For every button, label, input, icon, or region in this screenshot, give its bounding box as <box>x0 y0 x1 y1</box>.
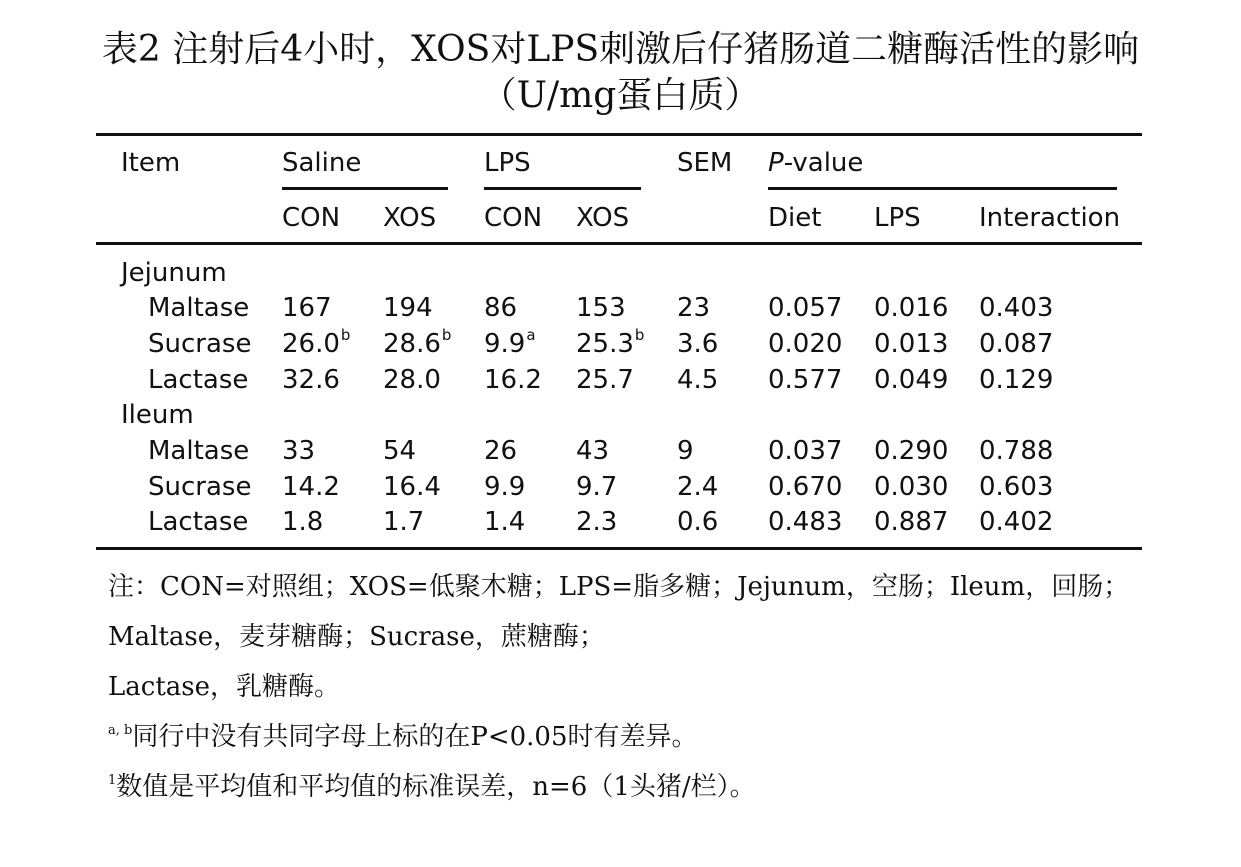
cell-value: 54 <box>383 436 417 466</box>
cell-value: 26 <box>484 436 518 466</box>
table-cell <box>768 295 842 321</box>
table-cell <box>282 295 332 321</box>
row-label: Maltase <box>148 293 250 323</box>
note-values-mark: 1 <box>108 773 117 788</box>
table-cell <box>484 509 525 535</box>
table-cell <box>677 367 718 393</box>
cell-superscript: b <box>340 326 351 344</box>
cell-value: 0.057 <box>768 293 843 323</box>
cell-value: 25.7 <box>576 365 634 395</box>
table-cell <box>768 474 842 500</box>
saline-subrule <box>282 187 448 190</box>
cell-value: 9.9 <box>484 472 526 502</box>
table-cell <box>979 295 1053 321</box>
pvalue-subrule <box>768 187 1117 190</box>
section-header: Jejunum <box>121 258 227 288</box>
header-pvalue-rest: -value <box>783 148 864 178</box>
table-cell <box>383 367 441 393</box>
lps-subrule <box>484 187 641 190</box>
table-cell <box>768 331 842 357</box>
subheader-saline-con: CON <box>282 203 341 233</box>
cell-value: 86 <box>484 293 518 323</box>
cell-value: 194 <box>383 293 433 323</box>
note-lactase: Lactase，乳糖酶。 <box>108 672 341 702</box>
cell-value: 9 <box>677 436 694 466</box>
cell-value: 0.603 <box>979 472 1054 502</box>
table-cell <box>282 367 340 393</box>
cell-value: 0.037 <box>768 436 843 466</box>
table-cell <box>979 509 1053 535</box>
table-cell <box>282 509 323 535</box>
cell-value: 0.577 <box>768 365 843 395</box>
table-cell <box>576 438 609 464</box>
table-cell <box>677 474 718 500</box>
table-cell <box>677 509 718 535</box>
table-cell <box>282 474 340 500</box>
cell-value: 1.8 <box>282 507 324 537</box>
table-cell <box>484 474 525 500</box>
note-superscript-text: 同行中没有共同字母上标的在P<0.05时有差异。 <box>132 722 698 752</box>
cell-value: 26.0 <box>282 329 340 359</box>
table-cell <box>576 326 645 359</box>
table-cell <box>383 474 441 500</box>
table-title: 表2 注射后4小时，XOS对LPS刺激后仔猪肠道二糖酶活性的影响 <box>101 29 1140 70</box>
table-cell <box>874 295 948 321</box>
note-superscript-letters <box>108 724 698 750</box>
top-rule <box>96 133 1142 136</box>
table-cell <box>576 295 626 321</box>
cell-value: 0.670 <box>768 472 843 502</box>
cell-value: 9.7 <box>576 472 618 502</box>
row-label: Sucrase <box>148 329 252 359</box>
table-cell <box>383 295 433 321</box>
cell-superscript: a <box>526 326 536 344</box>
cell-value: 0.087 <box>979 329 1054 359</box>
cell-value: 28.6 <box>383 329 441 359</box>
table-cell <box>484 295 517 321</box>
table-cell <box>768 438 842 464</box>
row-label: Maltase <box>148 436 250 466</box>
cell-value: 4.5 <box>677 365 719 395</box>
cell-value: 0.290 <box>874 436 949 466</box>
cell-value: 0.402 <box>979 507 1054 537</box>
subheader-lps-con: CON <box>484 203 543 233</box>
table-cell <box>979 367 1053 393</box>
subheader-interaction: Interaction <box>979 203 1121 233</box>
subheader-lps: LPS <box>874 203 921 233</box>
table-cell <box>484 438 517 464</box>
cell-value: 0.049 <box>874 365 949 395</box>
cell-value: 0.6 <box>677 507 719 537</box>
cell-value: 0.013 <box>874 329 949 359</box>
table-cell <box>768 367 842 393</box>
table-cell <box>874 367 948 393</box>
table-cell <box>576 474 617 500</box>
table-cell <box>576 367 634 393</box>
cell-value: 25.3 <box>576 329 634 359</box>
row-label: Lactase <box>148 365 249 395</box>
note-abbreviations: 注：CON=对照组；XOS=低聚木糖；LPS=脂多糖；Jejunum，空肠；Ileum，回肠； <box>108 572 1130 602</box>
table-cell <box>979 438 1053 464</box>
cell-value: 153 <box>576 293 626 323</box>
table-cell <box>874 509 948 535</box>
table-cell <box>677 438 694 464</box>
header-pvalue-p: P <box>768 148 784 178</box>
header-saline: Saline <box>282 148 362 178</box>
cell-value: 28.0 <box>383 365 441 395</box>
cell-value: 14.2 <box>282 472 340 502</box>
table-cell <box>874 331 948 357</box>
section-header: Ileum <box>121 400 194 430</box>
table-cell <box>677 295 710 321</box>
cell-value: 16.2 <box>484 365 542 395</box>
cell-value: 0.887 <box>874 507 949 537</box>
cell-value: 0.020 <box>768 329 843 359</box>
table-cell <box>383 509 424 535</box>
table-cell <box>979 331 1053 357</box>
header-rule <box>96 242 1142 245</box>
table-cell <box>282 326 351 359</box>
table-cell <box>979 474 1053 500</box>
note-values <box>108 774 756 800</box>
cell-value: 0.788 <box>979 436 1054 466</box>
subheader-diet: Diet <box>768 203 822 233</box>
bottom-rule <box>96 547 1142 550</box>
cell-value: 9.9 <box>484 329 526 359</box>
header-sem: SEM <box>677 148 733 178</box>
table-cell <box>576 509 617 535</box>
note-enzymes: Maltase，麦芽糖酶；Sucrase，蔗糖酶； <box>108 622 605 652</box>
table-cell <box>484 367 542 393</box>
subheader-saline-xos: XOS <box>383 203 437 233</box>
table-cell <box>768 509 842 535</box>
table-title-unit: （U/mg蛋白质） <box>480 75 761 116</box>
table-cell <box>383 326 452 359</box>
cell-value: 32.6 <box>282 365 340 395</box>
cell-value: 16.4 <box>383 472 441 502</box>
cell-value: 0.030 <box>874 472 949 502</box>
header-pvalue <box>768 150 863 176</box>
row-label: Lactase <box>148 507 249 537</box>
cell-value: 0.403 <box>979 293 1054 323</box>
cell-value: 1.7 <box>383 507 425 537</box>
cell-value: 1.4 <box>484 507 526 537</box>
cell-value: 0.016 <box>874 293 949 323</box>
table-cell <box>383 438 416 464</box>
cell-value: 2.3 <box>576 507 618 537</box>
note-superscript-mark: a, b <box>108 723 133 738</box>
header-lps: LPS <box>484 148 531 178</box>
cell-superscript: b <box>441 326 452 344</box>
table-cell <box>677 331 718 357</box>
subheader-lps-xos: XOS <box>576 203 630 233</box>
note-values-text: 数值是平均值和平均值的标准误差，n=6（1头猪/栏）。 <box>116 772 756 802</box>
cell-value: 0.483 <box>768 507 843 537</box>
cell-value: 43 <box>576 436 610 466</box>
cell-value: 0.129 <box>979 365 1054 395</box>
row-label: Sucrase <box>148 472 252 502</box>
table-cell <box>874 474 948 500</box>
table-cell <box>484 326 536 359</box>
cell-value: 3.6 <box>677 329 719 359</box>
cell-value: 2.4 <box>677 472 719 502</box>
cell-value: 167 <box>282 293 332 323</box>
cell-value: 23 <box>677 293 711 323</box>
cell-superscript: b <box>634 326 645 344</box>
table-cell <box>874 438 948 464</box>
header-item: Item <box>121 148 181 178</box>
cell-value: 33 <box>282 436 316 466</box>
table-cell <box>282 438 315 464</box>
